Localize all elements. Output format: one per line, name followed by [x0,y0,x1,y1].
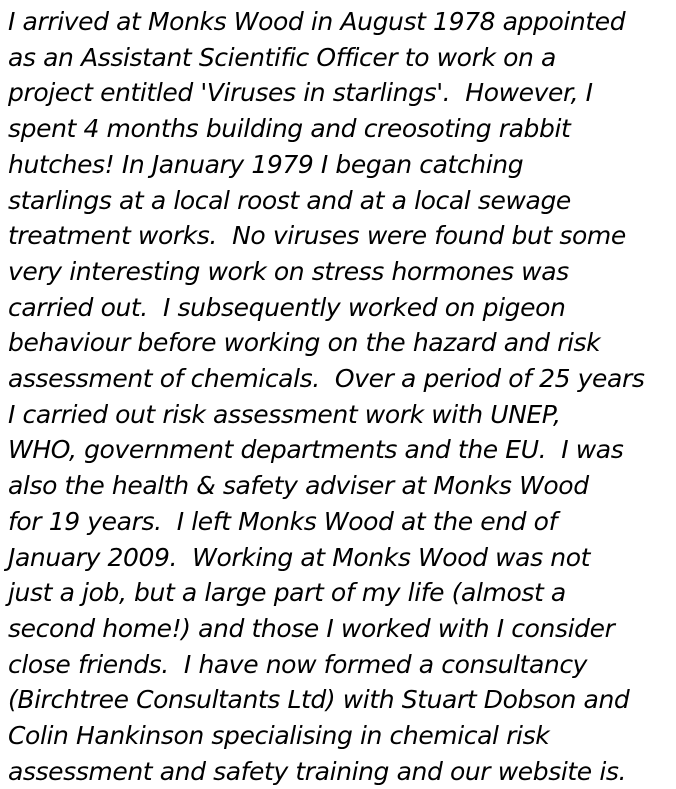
text-line: (Birchtree Consultants Ltd) with Stuart Dobson and [8,685,630,715]
text-line: Colin Hankinson specialising in chemical risk [8,721,550,751]
text-line: assessment and safety training and our website is. [8,756,627,786]
text-line: just a job, but a large part of my life (almost a [8,578,566,608]
text-line: behaviour before working on the hazard and risk [8,328,601,358]
text-line: for 19 years. I left Monks Wood at the end of [8,506,557,536]
text-line: starlings at a local roost and at a local sewage [8,185,571,215]
text-line: WHO, government departments and the EU. I was [8,435,624,465]
memoir-paragraph [8,4,676,789]
text-line: spent 4 months building and creosoting rabbit [8,114,571,144]
text-line: second home!) and those I worked with I consider [8,613,615,643]
text-line: project entitled 'Viruses in starlings'. However, I [8,78,593,108]
text-line: January 2009. Working at Monks Wood was not [8,542,590,572]
text-line: very interesting work on stress hormones was [8,256,569,286]
text-line: also the health & safety adviser at Monks Wood [8,471,589,501]
text-line: as an Assistant Scientific Officer to work on a [8,42,556,72]
text-line: close friends. I have now formed a consultancy [8,649,588,679]
text-line: assessment of chemicals. Over a period of 25 years [8,364,645,394]
text-line: carried out. I subsequently worked on pigeon [8,292,566,322]
text-line: I arrived at Monks Wood in August 1978 appointed [8,7,626,36]
text-line: hutches! In January 1979 I began catching [8,149,524,179]
text-line: treatment works. No viruses were found but some [8,221,626,251]
text-line: I carried out risk assessment work with UNEP, [8,399,561,429]
